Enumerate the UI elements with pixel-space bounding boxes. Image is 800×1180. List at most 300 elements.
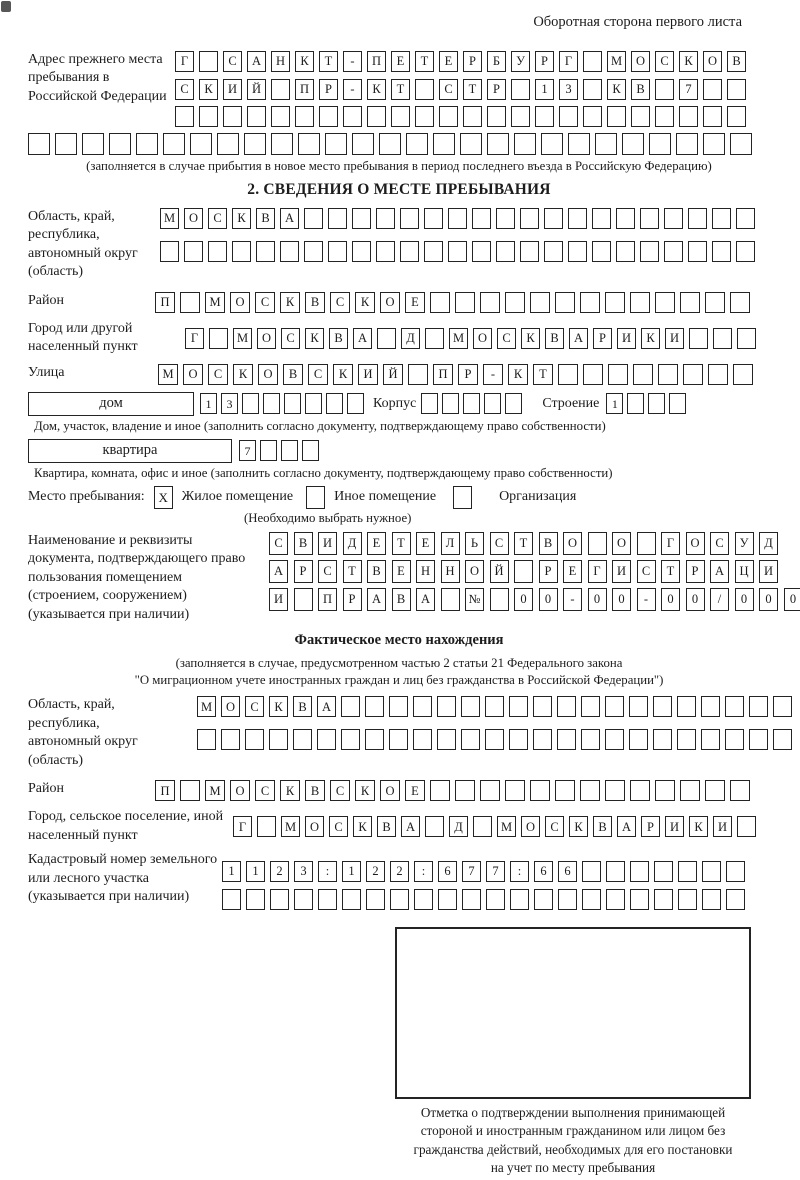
char-box [352,133,374,155]
char-box [726,861,745,882]
char-box [557,729,576,750]
stroenie-label: Строение [542,395,600,411]
street-row [158,364,758,385]
char-box [318,889,337,910]
house-number-cells [200,393,368,414]
char-box [683,364,703,385]
char-box [688,208,707,229]
house-type-box: дом [28,392,194,416]
char-box [725,729,744,750]
char-box: 7 [679,79,698,100]
char-box [514,560,533,583]
char-box [175,106,194,127]
char-box: Л [441,532,460,555]
char-box: И [358,364,378,385]
char-box: Е [391,51,410,72]
char-box: И [318,532,337,555]
char-box: А [416,588,435,611]
char-box: М [158,364,178,385]
char-box [389,729,408,750]
char-box [406,133,428,155]
char-box [588,532,607,555]
char-box [496,241,515,262]
char-box: С [330,780,350,801]
char-box: С [308,364,328,385]
char-box: 2 [366,861,385,882]
char-box [749,729,768,750]
char-box [413,696,432,717]
document-block [28,532,797,624]
char-box: К [367,79,386,100]
char-box [430,292,450,313]
confirmation-caption-line: гражданства действий, необходимых для его постановки [413,1141,733,1157]
confirmation-stamp-box [395,927,751,1099]
char-box [413,729,432,750]
char-box [257,816,276,837]
char-box [708,364,728,385]
char-box: Т [319,51,338,72]
char-box: Е [367,532,386,555]
region-rows [160,208,770,274]
char-box [487,106,506,127]
char-box: С [330,292,350,313]
char-box [448,208,467,229]
char-box: Р [319,79,338,100]
char-box [480,292,500,313]
char-box [654,861,673,882]
char-box: П [155,780,175,801]
char-box [136,133,158,155]
char-box: Г [185,328,204,349]
char-box [582,861,601,882]
char-box [622,133,644,155]
char-box: О [230,292,250,313]
char-box: М [497,816,516,837]
char-box [490,588,509,611]
char-box [582,889,601,910]
char-box: К [233,364,253,385]
char-box: А [317,696,336,717]
char-box [568,133,590,155]
char-box: О [221,696,240,717]
char-box: 0 [612,588,631,611]
char-box [705,780,725,801]
char-box [486,889,505,910]
char-box: : [414,861,433,882]
char-box: В [256,208,275,229]
char-box [633,364,653,385]
char-box [463,393,480,414]
actual-region-row-2 [197,729,797,750]
char-box: Н [441,560,460,583]
char-box: Д [759,532,778,555]
char-box: П [295,79,314,100]
char-box: 7 [239,440,256,461]
char-box [421,393,438,414]
char-box [655,780,675,801]
char-box: Р [463,51,482,72]
char-box: Й [490,560,509,583]
stay-type-note: (Необходимо выбрать нужное) [244,510,412,525]
actual-district-row [155,780,755,801]
char-box [197,729,216,750]
char-box: О [230,780,250,801]
char-box [473,816,492,837]
char-box: И [759,560,778,583]
char-box [727,106,746,127]
char-box [271,79,290,100]
char-box [640,208,659,229]
char-box: Ь [465,532,484,555]
char-box [658,364,678,385]
char-box: М [281,816,300,837]
char-box [442,393,459,414]
char-box: - [637,588,656,611]
char-box [749,696,768,717]
char-box: И [665,816,684,837]
char-box [293,729,312,750]
char-box: Г [559,51,578,72]
district-label: Район [28,292,64,308]
char-box [629,729,648,750]
char-box [505,393,522,414]
actual-city-label: Город, сельское поселение, иной населенный пункт [28,809,224,843]
char-box [736,208,755,229]
char-box [655,106,674,127]
char-box [520,208,539,229]
char-box [455,292,475,313]
char-box [630,292,650,313]
char-box [712,208,731,229]
char-box [366,889,385,910]
prev-address-label: Адрес прежнего места пребывания в Российской Федерации [28,52,167,104]
char-box [190,133,212,155]
cadastre-rows [222,851,770,917]
cadastre-label: Кадастровый номер земельного или лесного участка (указывается при наличии) [28,852,218,905]
char-box [472,208,491,229]
char-box [676,133,698,155]
prev-address-note: (заполняется в случае прибытия в новое место пребывания в период последнего въезда в Российскую Федерацию) [86,159,712,173]
document-row-2 [269,560,800,583]
char-box [558,364,578,385]
char-box [677,696,696,717]
char-box [415,79,434,100]
char-box [352,208,371,229]
char-box [530,780,550,801]
district-block [28,292,770,313]
actual-region-label: Область, край, республика, автономный округ (область) [28,697,138,768]
char-box [480,780,500,801]
house-row [28,392,770,416]
char-box: 1 [606,393,623,414]
char-box: В [329,328,348,349]
char-box: В [545,328,564,349]
char-box [390,889,409,910]
char-box [510,889,529,910]
checkbox-residential [154,486,173,509]
char-box: О [305,816,324,837]
house-note: Дом, участок, владение и иное (заполнить согласно документу, подтверждающему право собственности) [34,418,606,433]
char-box: К [295,51,314,72]
actual-location-note-1: (заполняется в случае, предусмотренном частью 2 статьи 21 Федерального закона [175,656,623,671]
char-box: И [713,816,732,837]
char-box: Т [661,560,680,583]
char-box [583,79,602,100]
char-box: У [735,532,754,555]
char-box [305,393,322,414]
char-box [583,51,602,72]
char-box [496,208,515,229]
char-box [568,208,587,229]
char-box [629,696,648,717]
char-box: С [545,816,564,837]
char-box [592,241,611,262]
char-box [439,106,458,127]
char-box: Р [294,560,313,583]
char-box [246,889,265,910]
char-box [616,208,635,229]
char-box: Е [392,560,411,583]
char-box [688,241,707,262]
char-box: С [637,560,656,583]
char-box [242,393,259,414]
char-box: - [343,79,362,100]
char-box [505,292,525,313]
char-box: В [305,292,325,313]
char-box [391,106,410,127]
char-box: Е [405,780,425,801]
char-box: 0 [735,588,754,611]
char-box: С [329,816,348,837]
district-row [155,292,755,313]
char-box [678,889,697,910]
char-box: К [353,816,372,837]
char-box [627,393,644,414]
char-box: К [355,780,375,801]
char-box [555,780,575,801]
char-box [773,729,792,750]
char-box [557,696,576,717]
char-box [630,861,649,882]
char-box: Ц [735,560,754,583]
char-box: И [617,328,636,349]
char-box [199,51,218,72]
char-box: П [367,51,386,72]
char-box [487,133,509,155]
char-box [376,208,395,229]
char-box: Т [415,51,434,72]
char-box: М [160,208,179,229]
scan-artifact [1,1,11,12]
char-box [580,780,600,801]
option-residential-label: Жилое помещение [181,489,294,505]
char-box [437,729,456,750]
actual-region-block [28,696,770,770]
char-box: Р [458,364,478,385]
char-box: С [490,532,509,555]
char-box: С [439,79,458,100]
char-box: : [510,861,529,882]
char-box: О [184,208,203,229]
char-box [82,133,104,155]
apartment-note: Квартира, комната, офис и иное (заполнить согласно документу, подтверждающему право собственности) [34,465,613,480]
document-row-1 [269,532,800,555]
region-row-2 [160,241,770,262]
char-box: 0 [539,588,558,611]
char-box: К [333,364,353,385]
char-box: Д [449,816,468,837]
char-box: 1 [222,861,241,882]
char-box [514,133,536,155]
char-box [425,816,444,837]
char-box: О [563,532,582,555]
char-box: Д [343,532,362,555]
char-box [415,106,434,127]
char-box: О [473,328,492,349]
char-box [448,241,467,262]
char-box [341,729,360,750]
char-box [664,241,683,262]
char-box: О [465,560,484,583]
char-box [703,106,722,127]
char-box: Г [233,816,252,837]
char-box [725,696,744,717]
char-box: В [283,364,303,385]
char-box: О [380,780,400,801]
char-box: И [269,588,288,611]
char-box: А [367,588,386,611]
char-box: Р [535,51,554,72]
char-box [28,133,50,155]
char-box [437,696,456,717]
char-box [505,780,525,801]
char-box [680,780,700,801]
char-box [730,292,750,313]
char-box: № [465,588,484,611]
char-box [520,241,539,262]
char-box [245,729,264,750]
char-box [555,292,575,313]
char-box: И [223,79,242,100]
char-box [294,889,313,910]
cadastre-row-2 [222,889,770,910]
char-box [55,133,77,155]
char-box [703,79,722,100]
char-box: О [257,328,276,349]
char-box: Н [416,560,435,583]
char-box: С [223,51,242,72]
checkbox-other-premises [306,486,325,509]
char-box [319,106,338,127]
char-box: 0 [661,588,680,611]
char-box: Г [588,560,607,583]
char-box [199,106,218,127]
char-box: К [641,328,660,349]
char-box [583,106,602,127]
actual-location-note-2: "О миграционном учете иностранных граждан и лиц без гражданства в Российской Федерации") [134,672,664,687]
char-box [462,889,481,910]
document-rows [269,532,800,616]
char-box: К [280,780,300,801]
char-box: 6 [438,861,457,882]
char-box: Г [175,51,194,72]
char-box [733,364,753,385]
section2-title: 2. СВЕДЕНИЯ О МЕСТЕ ПРЕБЫВАНИЯ [247,181,551,198]
char-box: 1 [246,861,265,882]
char-box [400,208,419,229]
char-box: 6 [534,861,553,882]
char-box: 2 [390,861,409,882]
char-box [653,696,672,717]
confirmation-caption-line: на учет по месту пребывания [490,1159,656,1175]
char-box [648,393,665,414]
prev-address-row-4 [28,133,770,155]
char-box: Р [686,560,705,583]
char-box: Т [514,532,533,555]
char-box: У [511,51,530,72]
char-box [607,106,626,127]
char-box [737,816,756,837]
char-box [433,133,455,155]
char-box [326,393,343,414]
char-box [453,486,472,509]
page-side-note: Оборотная сторона первого листа [533,14,742,30]
char-box [430,780,450,801]
char-box: В [367,560,386,583]
char-box [736,241,755,262]
char-box [208,241,227,262]
char-box [376,241,395,262]
confirmation-caption-line: Отметка о подтверждении выполнения принимающей [420,1105,726,1121]
char-box [680,292,700,313]
char-box [269,729,288,750]
char-box [631,106,650,127]
char-box [438,889,457,910]
char-box: К [689,816,708,837]
char-box [455,780,475,801]
char-box [533,696,552,717]
char-box: 0 [514,588,533,611]
char-box: С [318,560,337,583]
char-box: В [305,780,325,801]
char-box: К [199,79,218,100]
char-box: И [665,328,684,349]
char-box [222,889,241,910]
char-box: Н [271,51,290,72]
char-box [244,133,266,155]
char-box: Р [539,560,558,583]
option-other-premises-label: Иное помещение [334,489,437,505]
char-box [209,328,228,349]
char-box [343,106,362,127]
char-box: С [208,208,227,229]
char-box [730,780,750,801]
char-box: 3 [221,393,238,414]
char-box [606,861,625,882]
char-box: И [612,560,631,583]
char-box [389,696,408,717]
char-box [463,106,482,127]
char-box [304,241,323,262]
prev-address-block [28,51,770,127]
char-box [581,696,600,717]
char-box [654,889,673,910]
char-box [270,889,289,910]
actual-location-title: Фактическое место нахождения [294,632,504,649]
char-box: А [569,328,588,349]
char-box [325,133,347,155]
region-block [28,208,770,282]
